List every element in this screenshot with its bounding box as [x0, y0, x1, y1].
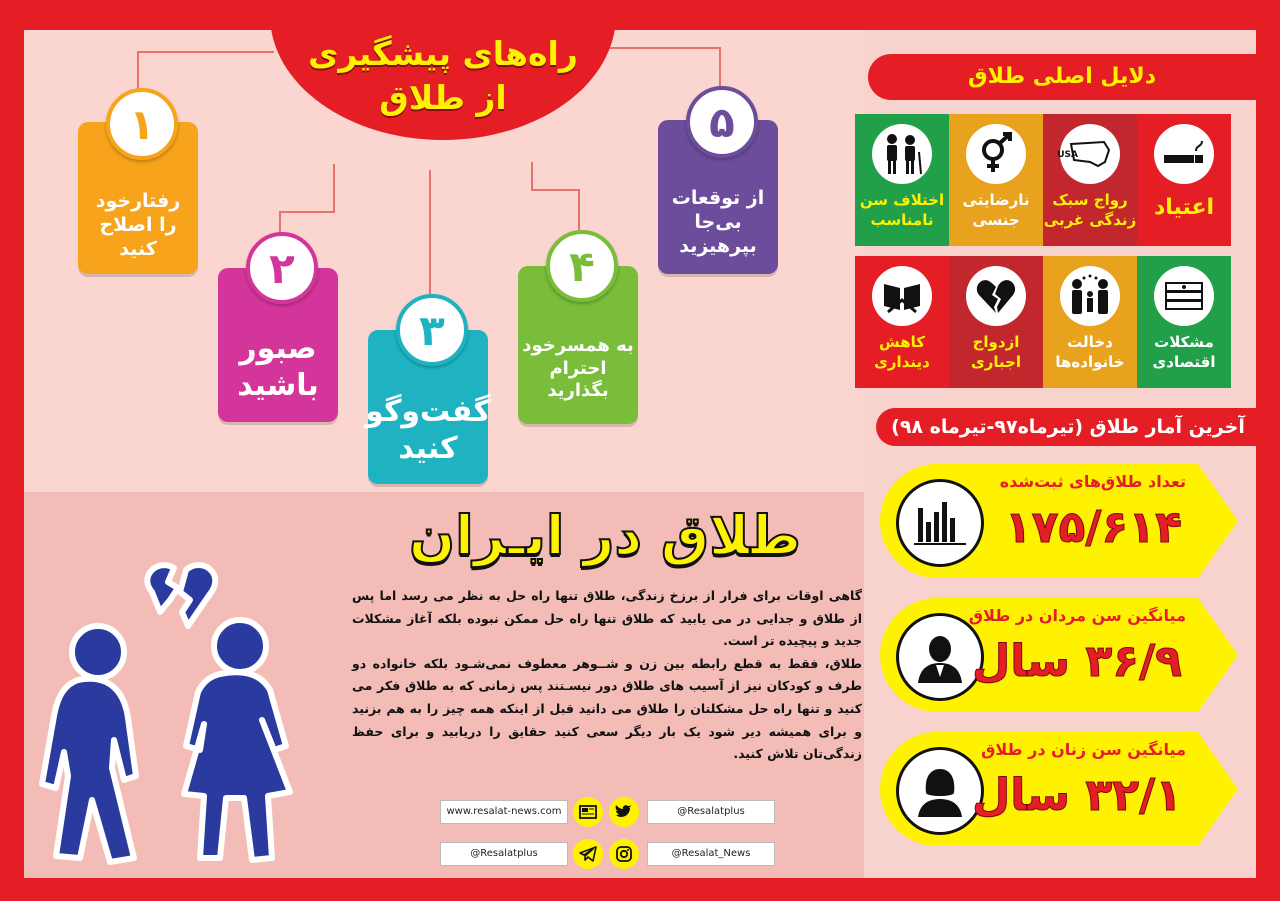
- stats-title-text: آخرین آمار طلاق (تیرماه۹۷-تیرماه ۹۸): [891, 416, 1245, 438]
- reason-addiction-label: اعتیاد: [1153, 195, 1215, 220]
- reasons-title: [868, 54, 1256, 100]
- breakup-couple-illustration: [40, 540, 330, 870]
- reason-sexual-line2: جنسی: [972, 211, 1020, 229]
- reason-forced-line2: اجباری: [970, 353, 1022, 371]
- man-figure: [42, 626, 136, 862]
- quran-book-icon: [872, 266, 932, 326]
- stat-men-average-age: [878, 596, 1240, 714]
- reason-economic-problems: [1137, 256, 1231, 388]
- twitter-icon: [609, 797, 639, 827]
- tip-5-number: ۵: [709, 97, 735, 147]
- tip-badge-2: [246, 232, 318, 304]
- tip-badge-5: [686, 86, 758, 158]
- tip-5-line-2: بی‌جا: [694, 211, 742, 234]
- elderly-couple-icon: [872, 124, 932, 184]
- reason-religion-line1: کاهش: [879, 333, 925, 351]
- reason-forced-marriage: [949, 256, 1043, 388]
- reason-western-lifestyle-line2: زندگی غربی: [1043, 211, 1137, 229]
- tip-5-line-3: بپرهیزید: [679, 234, 757, 257]
- telegram-icon: [573, 839, 603, 869]
- tip-4-line-2: احترام: [549, 357, 607, 379]
- reason-less-religiosity: [855, 256, 949, 388]
- reason-family-line1: دخالت: [1067, 333, 1113, 351]
- reason-age-gap: [855, 114, 949, 246]
- stat-3-label: میانگین سن زنان در طلاق: [981, 740, 1186, 759]
- stat-2-label: میانگین سن مردان در طلاق: [968, 606, 1186, 625]
- family-interference-icon: [1060, 266, 1120, 326]
- tip-1-line-3: کنید: [119, 237, 157, 260]
- tip-2-number: ۲: [269, 243, 295, 293]
- article-heading: طلاق در ایـران: [409, 504, 801, 567]
- article-paragraph-2: طلاق، فقط به قطع رابطه بین زن و شــوهر معطوف نمی‌شـود بلکه خانواده دو طرف و کودکان نیز از آسیب های طلاق دور نیسـتند پس زمانی که به طلاق فکر می کنید و تنها راه حل مشکلتان را طلاق می دانید قبل از اینکه همه چیز را به هم بزنید و برای همیشه دیر شود یک بار دیگر سعی کنید حقایق را دریابید و برای حفظ زندگی‌تان تلاش کنید.: [352, 655, 862, 762]
- tip-badge-1: [106, 88, 178, 160]
- stat-3-value: ۳۲/۱ سال: [972, 770, 1182, 821]
- reason-religion-line2: دینداری: [874, 353, 930, 371]
- money-stack-icon: [1154, 266, 1214, 326]
- reasons-row-2: [855, 256, 1231, 388]
- reason-family-interference: [1043, 256, 1137, 388]
- broken-heart-graphic: [147, 565, 215, 626]
- reason-sexual-line1: نارضایتی: [962, 191, 1030, 209]
- tip-1-line-2: را اصلاح: [99, 214, 177, 237]
- reason-age-gap-line2: نامناسب: [870, 211, 934, 229]
- instagram-icon: [609, 839, 639, 869]
- woman-figure: [184, 620, 290, 860]
- instagram-handle[interactable]: @Resalat_News: [647, 842, 775, 866]
- twitter-handle[interactable]: @Resalatplus: [647, 800, 775, 824]
- article-paragraph-1: گاهی اوقات برای فرار از برزخ زندگی، طلاق تنها راه حل به نظر می رسد اما پس از طلاق و جدایی در می یابید که طلاق تنها راه حل ممکن نبوده بلکه آغاز مشکلات جدید و پیچیده تر است.: [352, 588, 862, 649]
- page-title-line2: از طلاق: [379, 78, 507, 117]
- reason-family-line2: خانواده‌ها: [1055, 353, 1125, 371]
- stat-1-label: تعداد طلاق‌های ثبت‌شده: [999, 472, 1186, 491]
- reasons-row-1: [855, 114, 1231, 246]
- stat-women-average-age: [878, 730, 1240, 848]
- page-title: [260, 32, 626, 120]
- tip-3-line-2: کنید: [398, 431, 458, 466]
- tip-2-line-1: صبور: [239, 330, 317, 366]
- cigarette-icon: [1154, 124, 1214, 184]
- reason-western-lifestyle-line1: رواج سبک: [1052, 191, 1128, 209]
- tip-3-number: ۳: [419, 305, 445, 355]
- tip-5-line-1: از توقعات: [671, 187, 765, 210]
- tip-4-line-1: به همسرخود: [522, 335, 634, 357]
- stats-title: [876, 408, 1260, 446]
- usa-map-icon: [1057, 124, 1120, 184]
- tip-4-number: ۴: [569, 241, 595, 291]
- stat-registered-divorces: [878, 462, 1240, 580]
- reason-addiction: [1137, 114, 1231, 246]
- stat-1-value: ۱۷۵/۶۱۴: [1004, 502, 1182, 553]
- svg-text:USA: USA: [1057, 150, 1078, 160]
- website-link[interactable]: www.resalat-news.com: [440, 800, 568, 824]
- reason-western-lifestyle: [1043, 114, 1137, 246]
- man-avatar-icon: [896, 613, 984, 701]
- tip-3-line-1: گفت‌وگو: [365, 393, 491, 429]
- gender-symbol-icon: [966, 124, 1026, 184]
- article-body: [352, 585, 862, 766]
- bar-chart-icon: [896, 479, 984, 567]
- reason-age-gap-line1: اختلاف سن: [859, 191, 945, 209]
- stat-2-value: ۳۶/۹ سال: [972, 636, 1182, 687]
- reason-forced-line1: ازدواج: [972, 333, 1020, 351]
- tip-badge-3: [396, 294, 468, 366]
- reason-economic-line2: اقتصادی: [1152, 353, 1216, 371]
- woman-avatar-icon: [896, 747, 984, 835]
- reasons-title-text: دلایل اصلی طلاق: [967, 64, 1157, 89]
- tip-4-line-3: بگذارید: [547, 380, 609, 402]
- telegram-handle[interactable]: @Resalatplus: [440, 842, 568, 866]
- tip-badge-4: [546, 230, 618, 302]
- tip-2-line-2: باشید: [237, 368, 319, 403]
- reason-economic-line1: مشکلات: [1154, 333, 1214, 351]
- newspaper-icon: [573, 797, 603, 827]
- reason-sexual-dissatisfaction: [949, 114, 1043, 246]
- page-title-line1: راه‌های پیشگیری: [308, 34, 578, 73]
- tip-1-number: ۱: [129, 99, 155, 149]
- broken-heart-icon: [966, 266, 1026, 326]
- tip-1-line-1: رفتارخود: [95, 190, 181, 213]
